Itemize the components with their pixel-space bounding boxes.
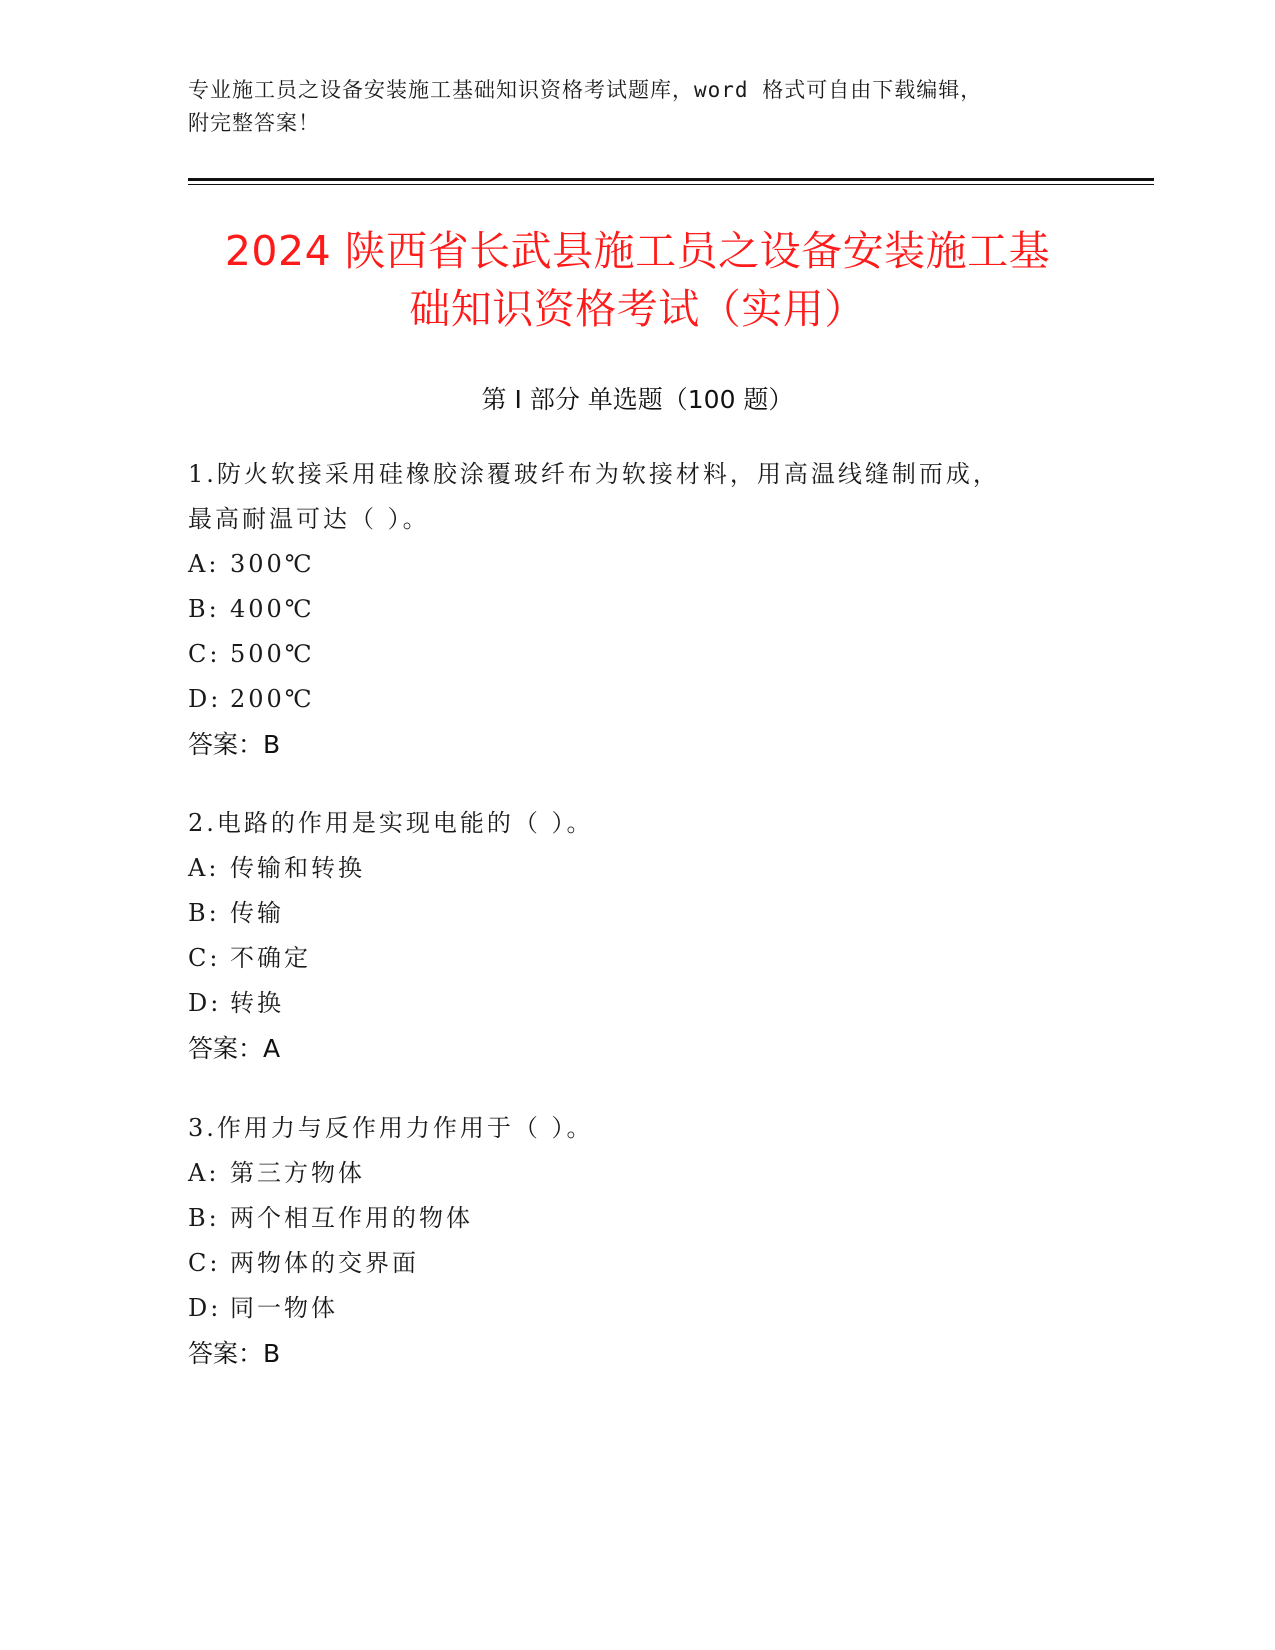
- header-note-line1: 专业施工员之设备安装施工基础知识资格考试题库，word 格式可自由下载编辑，: [188, 78, 983, 102]
- document-title-line1: 2024 陕西省长武县施工员之设备安装施工基: [224, 227, 1051, 275]
- option-c: [188, 1241, 1088, 1286]
- option-text: 转换: [230, 989, 284, 1017]
- option-key: B:: [188, 595, 220, 623]
- option-key: C:: [188, 640, 221, 668]
- option-text: 两个相互作用的物体: [230, 1204, 473, 1232]
- question-stem: 2.电路的作用是实现电能的（ ）。: [188, 809, 594, 837]
- question-2: [188, 801, 1088, 1071]
- header-divider-thick: [188, 178, 1154, 181]
- option-c: [188, 936, 1088, 981]
- option-d: [188, 677, 1088, 722]
- answer-line: 答案：B: [188, 730, 281, 759]
- option-a: [188, 1151, 1088, 1196]
- option-text: 同一物体: [230, 1294, 338, 1322]
- option-key: A:: [188, 1159, 220, 1187]
- question-stem: 1.防火软接采用硅橡胶涂覆玻纤布为软接材料，用高温线缝制而成，: [188, 460, 1000, 488]
- option-key: B:: [188, 1204, 220, 1232]
- option-text: 400℃: [230, 595, 315, 623]
- option-d: [188, 1286, 1088, 1331]
- option-b: [188, 891, 1088, 936]
- option-b: [188, 1196, 1088, 1241]
- question-stem-continued: 最高耐温可达（ ）。: [188, 505, 430, 533]
- option-key: C:: [188, 1249, 221, 1277]
- option-key: C:: [188, 944, 221, 972]
- option-b: [188, 587, 1088, 632]
- option-text: 500℃: [230, 640, 315, 668]
- option-text: 200℃: [230, 685, 315, 713]
- option-text: 两物体的交界面: [230, 1249, 419, 1277]
- option-key: D:: [188, 685, 222, 713]
- option-text: 300℃: [230, 550, 315, 578]
- option-a: [188, 542, 1088, 587]
- option-text: 第三方物体: [230, 1159, 365, 1187]
- header-divider-thin: [188, 184, 1154, 185]
- option-key: A:: [188, 550, 220, 578]
- option-key: D:: [188, 1294, 222, 1322]
- answer-line: 答案：B: [188, 1339, 281, 1368]
- option-c: [188, 632, 1088, 677]
- option-key: D:: [188, 989, 222, 1017]
- option-key: B:: [188, 899, 220, 927]
- question-3: [188, 1106, 1088, 1376]
- option-text: 传输: [230, 899, 284, 927]
- question-1: [188, 452, 1088, 767]
- option-a: [188, 846, 1088, 891]
- header-note: [188, 74, 1088, 140]
- option-text: 传输和转换: [230, 854, 365, 882]
- header-note-line2: 附完整答案！: [188, 111, 320, 135]
- answer-line: 答案：A: [188, 1034, 281, 1063]
- option-text: 不确定: [230, 944, 311, 972]
- question-stem: 3.作用力与反作用力作用于（ ）。: [188, 1114, 594, 1142]
- document-title: [150, 222, 1125, 338]
- section-title: 第 I 部分 单选题（100 题）: [481, 385, 794, 414]
- document-title-line2: 础知识资格考试（实用）: [409, 285, 866, 333]
- option-d: [188, 981, 1088, 1026]
- option-key: A:: [188, 854, 220, 882]
